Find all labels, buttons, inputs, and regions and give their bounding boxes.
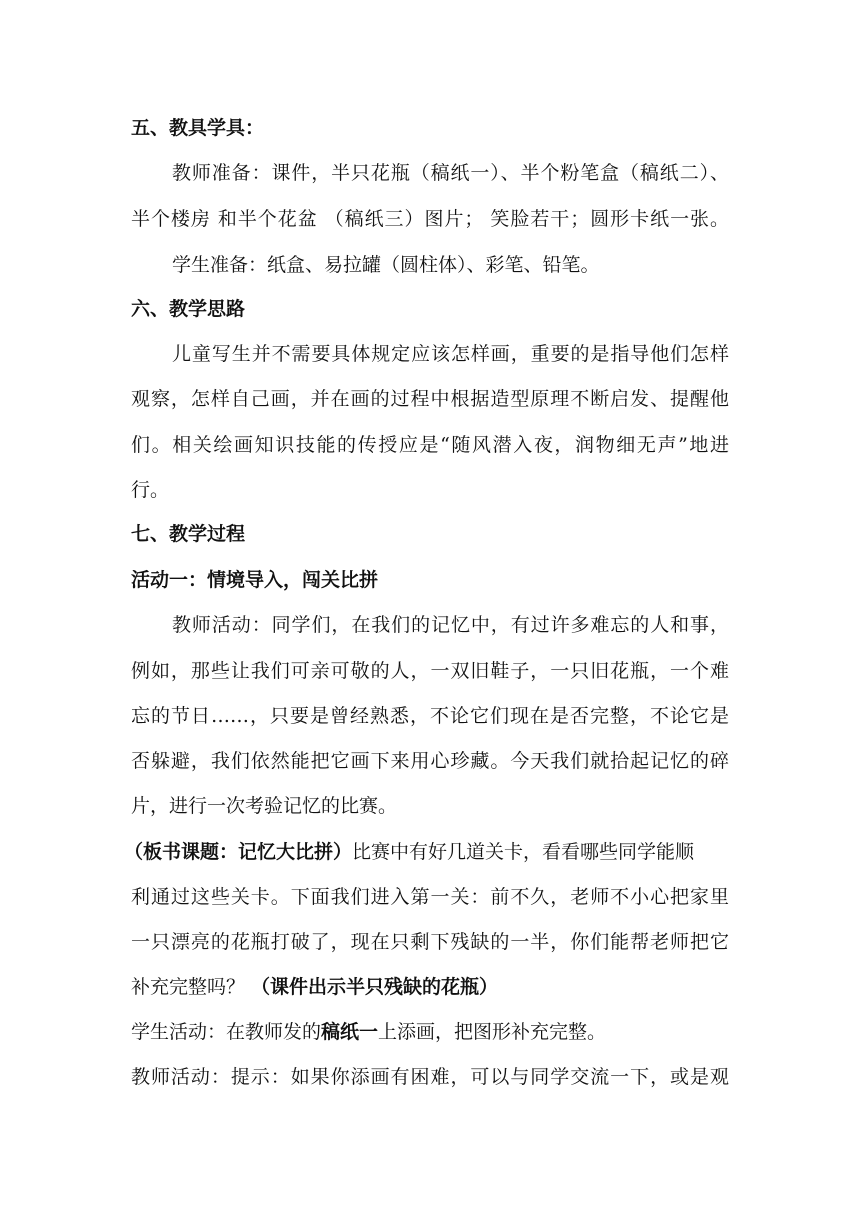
student-activity-post: 上添画，把图形补充完整。 (378, 1021, 607, 1043)
board-line4-start: 补充完整吗？ (131, 976, 252, 998)
paragraph-teacher-prep-line1: 教师准备：课件，半只花瓶（稿纸一）、半个粉笔盒（稿纸二）、 (172, 162, 729, 184)
paragraph-teacher-line4: 否躲避，我们依然能把它画下来用心珍藏。今天我们就拾起记忆的碎 (131, 750, 729, 772)
section-heading-teaching-process: 七、教学过程 (131, 523, 246, 545)
section-heading-teaching-aids: 五、教具学具： (131, 117, 265, 139)
paragraph-teacher-line2: 例如，那些让我们可亲可敬的人，一双旧鞋子，一只旧花瓶，一个难 (131, 660, 729, 682)
activity-heading: 活动一：情境导入，闯关比拼 (131, 569, 379, 591)
board-title: （板书课题：记忆大比拼） (124, 841, 353, 863)
paragraph-ideas-line1: 儿童写生并不需要具体规定应该怎样画，重要的是指导他们怎样 (172, 343, 729, 365)
paragraph-teacher-prep-line2: 半个楼房 和半个花盆 （稿纸三）图片； 笑脸若干；圆形卡纸一张。 (131, 208, 729, 230)
paragraph-student-prep: 学生准备：纸盒、易拉罐（圆柱体）、彩笔、铅笔。 (172, 254, 600, 276)
paragraph-teacher-line3: 忘的节日……，只要是曾经熟悉，不论它们现在是否完整，不论它是 (131, 705, 729, 727)
section-heading-teaching-ideas: 六、教学思路 (131, 298, 246, 320)
paragraph-board-line2: 利通过这些关卡。下面我们进入第一关：前不久，老师不小心把家里 (131, 886, 729, 908)
paragraph-board-line4 (131, 975, 498, 999)
paragraph-ideas-line4: 行。 (131, 479, 170, 501)
paragraph-teacher-line5: 片，进行一次考验记忆的比赛。 (131, 795, 398, 817)
student-activity-bold: 稿纸一 (321, 1021, 379, 1043)
courseware-note: （课件出示半只残缺的花瓶） (251, 976, 499, 998)
paragraph-ideas-line3: 们。相关绘画知识技能的传授应是“随风潜入夜，润物细无声”地进 (131, 434, 729, 456)
paragraph-board-line1 (124, 840, 694, 864)
student-activity-pre: 学生活动：在教师发的 (131, 1021, 322, 1043)
paragraph-teacher-hint: 教师活动：提示：如果你添画有困难，可以与同学交流一下，或是观 (131, 1066, 729, 1088)
paragraph-teacher-line1: 教师活动：同学们，在我们的记忆中，有过许多难忘的人和事， (172, 614, 729, 636)
paragraph-student-activity (131, 1020, 606, 1044)
board-line1-rest: 比赛中有好几道关卡，看看哪些同学能顺 (352, 841, 695, 863)
paragraph-board-line3: 一只漂亮的花瓶打破了，现在只剩下残缺的一半，你们能帮老师把它 (131, 931, 729, 953)
paragraph-ideas-line2: 观察，怎样自己画，并在画的过程中根据造型原理不断启发、提醒他 (131, 388, 729, 410)
